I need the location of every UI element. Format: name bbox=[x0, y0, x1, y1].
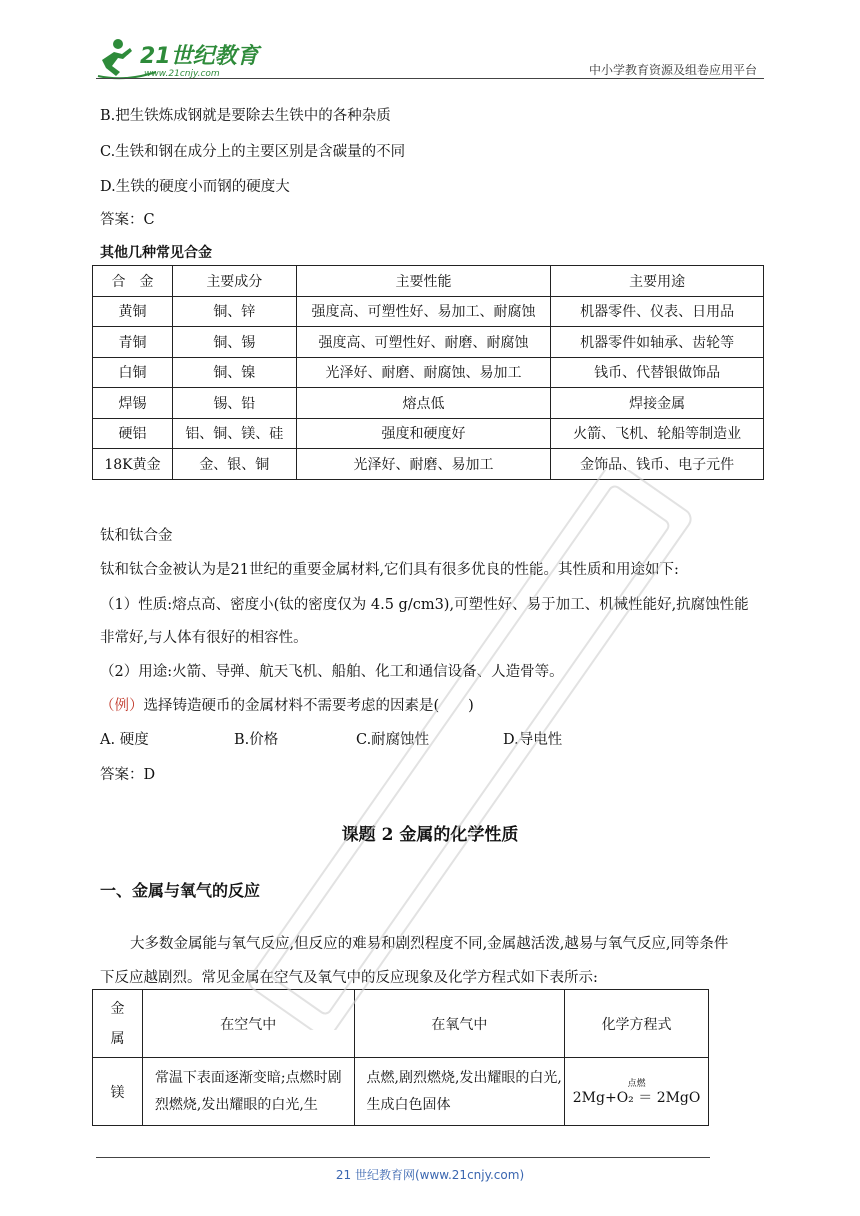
table-cell: 常温下表面逐渐变暗;点燃时剧烈燃烧,发出耀眼的白光,生 bbox=[142, 1058, 354, 1126]
table-cell: 铜、镍 bbox=[172, 357, 296, 388]
table-cell: 白铜 bbox=[93, 357, 173, 388]
table-row bbox=[93, 357, 764, 388]
table-row bbox=[93, 1058, 709, 1126]
header-cell: 在氧气中 bbox=[354, 990, 565, 1058]
chemical-equation: 2Mg+O₂ ＝ 2MgO bbox=[572, 1090, 701, 1106]
table-cell: 强度高、可塑性好、耐磨、耐腐蚀 bbox=[296, 327, 551, 358]
alloy-section-title: 其他几种常见合金 bbox=[100, 245, 212, 261]
table-cell: 钱币、代替银做饰品 bbox=[551, 357, 764, 388]
titanium-uses: （2）用途:火箭、导弹、航天飞机、船舶、化工和通信设备、人造骨等。 bbox=[100, 664, 564, 680]
header-divider bbox=[96, 78, 764, 79]
header-cell: 主要成分 bbox=[172, 266, 296, 297]
table-row bbox=[93, 388, 764, 419]
lesson-title: 课题 2 金属的化学性质 bbox=[341, 825, 519, 845]
answer-2: 答案：D bbox=[100, 767, 156, 783]
svg-text:www.21cnjy.com: www.21cnjy.com bbox=[144, 69, 220, 79]
titanium-properties-line1: （1）性质:熔点高、密度小(钛的密度仅为 4.5 g/cm3),可塑性好、易于加工、机械性能好,抗腐蚀性能 bbox=[100, 597, 749, 613]
footer-divider bbox=[96, 1157, 710, 1158]
table-cell: 铜、锌 bbox=[172, 296, 296, 327]
table-cell: 黄铜 bbox=[93, 296, 173, 327]
example-option-a: A. 硬度 bbox=[100, 732, 149, 748]
option-b: B.把生铁炼成钢就是要除去生铁中的各种杂质 bbox=[100, 108, 391, 124]
table-row bbox=[93, 296, 764, 327]
table-cell: 强度和硬度好 bbox=[296, 418, 551, 449]
table-cell: 锡、铅 bbox=[172, 388, 296, 419]
option-d: D.生铁的硬度小而钢的硬度大 bbox=[100, 179, 290, 195]
titanium-heading: 钛和钛合金 bbox=[100, 528, 173, 544]
table-cell: 机器零件、仪表、日用品 bbox=[551, 296, 764, 327]
header-cell-metal: 金属 bbox=[93, 990, 143, 1058]
table-cell: 火箭、飞机、轮船等制造业 bbox=[551, 418, 764, 449]
table-row bbox=[93, 418, 764, 449]
example-text: 选择铸造硬币的金属材料不需要考虑的因素是( ) bbox=[143, 698, 474, 714]
table-cell: 机器零件如轴承、齿轮等 bbox=[551, 327, 764, 358]
lesson-paragraph-line1: 大多数金属能与氧气反应,但反应的难易和剧烈程度不同,金属越活泼,越易与氧气反应,同等条件 bbox=[130, 936, 729, 952]
table-cell: 青铜 bbox=[93, 327, 173, 358]
header-cell: 合 金 bbox=[93, 266, 173, 297]
table-cell: 镁 bbox=[93, 1058, 143, 1126]
example-question bbox=[100, 694, 474, 715]
table-cell: 焊接金属 bbox=[551, 388, 764, 419]
titanium-properties-line2: 非常好,与人体有很好的相容性。 bbox=[100, 630, 308, 646]
platform-name: 中小学教育资源及组卷应用平台 bbox=[588, 63, 757, 77]
example-option-c: C.耐腐蚀性 bbox=[356, 732, 430, 748]
option-c: C.生铁和钢在成分上的主要区别是含碳量的不同 bbox=[100, 144, 406, 160]
header-cell: 在空气中 bbox=[142, 990, 354, 1058]
reaction-condition: 点燃 bbox=[627, 1079, 646, 1089]
header-cell: 化学方程式 bbox=[565, 990, 709, 1058]
oxygen-reaction-table bbox=[92, 989, 709, 1126]
table-row bbox=[93, 327, 764, 358]
header-cell: 主要性能 bbox=[296, 266, 551, 297]
table-cell: 光泽好、耐磨、耐腐蚀、易加工 bbox=[296, 357, 551, 388]
table-cell: 熔点低 bbox=[296, 388, 551, 419]
section-heading: 一、金属与氧气的反应 bbox=[100, 881, 261, 900]
table-cell: 18K黄金 bbox=[93, 449, 173, 480]
table-cell: 硬铝 bbox=[93, 418, 173, 449]
table-header-row bbox=[93, 266, 764, 297]
footer-text: 21 世纪教育网(www.21cnjy.com) bbox=[335, 1168, 525, 1182]
table-cell: 铝、铜、镁、硅 bbox=[172, 418, 296, 449]
table-cell: 铜、锡 bbox=[172, 327, 296, 358]
table-header-row bbox=[93, 990, 709, 1058]
table-cell: 光泽好、耐磨、易加工 bbox=[296, 449, 551, 480]
table-cell: 强度高、可塑性好、易加工、耐腐蚀 bbox=[296, 296, 551, 327]
table-cell: 点燃,剧烈燃烧,发出耀眼的白光,生成白色固体 bbox=[354, 1058, 565, 1126]
lesson-paragraph-line2: 下反应越剧烈。常见金属在空气及氧气中的反应现象及化学方程式如下表所示: bbox=[100, 970, 598, 986]
svg-text:21世纪教育: 21世纪教育 bbox=[140, 44, 259, 69]
table-row bbox=[93, 449, 764, 480]
alloy-table bbox=[92, 265, 764, 480]
equation-cell bbox=[565, 1058, 709, 1126]
example-tag: （例） bbox=[100, 698, 144, 714]
table-cell: 金饰品、钱币、电子元件 bbox=[551, 449, 764, 480]
site-logo bbox=[96, 36, 266, 82]
header-cell: 主要用途 bbox=[551, 266, 764, 297]
titanium-intro: 钛和钛合金被认为是21世纪的重要金属材料,它们具有很多优良的性能。其性质和用途如下: bbox=[100, 562, 679, 578]
example-option-b: B.价格 bbox=[234, 732, 279, 748]
table-cell: 焊锡 bbox=[93, 388, 173, 419]
answer-1: 答案：C bbox=[100, 212, 155, 228]
table-cell: 金、银、铜 bbox=[172, 449, 296, 480]
example-option-d: D.导电性 bbox=[503, 732, 563, 748]
